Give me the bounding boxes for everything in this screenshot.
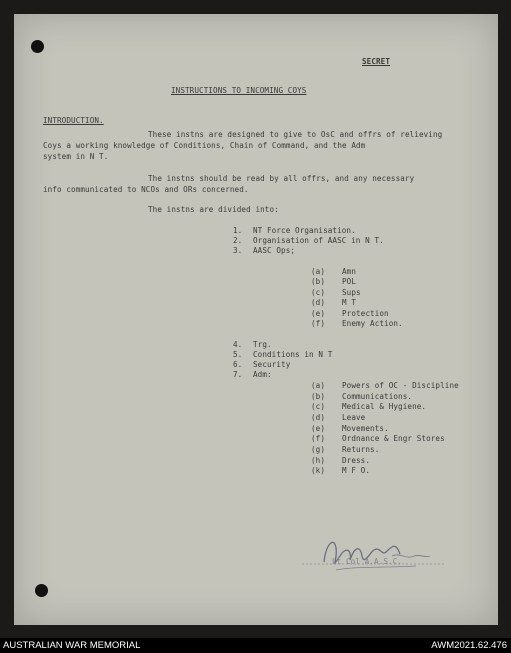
list-number: 1. [233, 226, 243, 235]
footer-source: AUSTRALIAN WAR MEMORIAL [3, 640, 141, 651]
sub-item-marker: (c) [311, 288, 326, 297]
sub-item-marker: (g) [311, 445, 326, 454]
sub-item: Leave [342, 413, 366, 422]
sub-item: Medical & Hygiene. [342, 402, 427, 411]
sub-item-marker: (d) [311, 413, 326, 422]
paragraph-line: system in N T. [43, 152, 109, 161]
sub-item: POL [342, 277, 357, 286]
sub-item: M F O. [342, 466, 371, 475]
list-number: 4. [233, 340, 243, 349]
sub-item: Returns. [342, 445, 380, 454]
footer-bar [0, 638, 511, 653]
list-item: Adm: [253, 370, 272, 379]
sub-item: Enemy Action. [342, 319, 403, 328]
sub-item-marker: (a) [311, 267, 326, 276]
section-heading: INTRODUCTION. [43, 116, 104, 125]
sub-item: M T [342, 298, 357, 307]
sub-item-marker: (b) [311, 277, 326, 286]
paragraph-line: The instns are divided into: [148, 205, 279, 214]
signature-block: Lt Col A.A.S.C. [332, 557, 403, 566]
sub-item: Movements. [342, 424, 389, 433]
sub-item: Protection [342, 309, 389, 318]
sub-item-marker: (h) [311, 456, 326, 465]
list-number: 7. [233, 370, 243, 379]
sub-item-marker: (a) [311, 381, 326, 390]
punch-hole-top [31, 40, 44, 53]
sub-item-marker: (d) [311, 298, 326, 307]
list-number: 2. [233, 236, 243, 245]
sub-item-marker: (e) [311, 424, 326, 433]
sub-item: Ordnance & Engr Stores [342, 434, 445, 443]
sub-item: Powers of OC - Discipline [342, 381, 459, 390]
sub-item-marker: (e) [311, 309, 326, 318]
document-title: INSTRUCTIONS TO INCOMING COYS [171, 86, 307, 95]
list-item: Conditions in N T [253, 350, 333, 359]
handwritten-signature [296, 526, 456, 586]
classification-label: SECRET [362, 57, 391, 66]
list-number: 3. [233, 246, 243, 255]
list-item: Organisation of AASC in N T. [253, 236, 384, 245]
document-page [14, 14, 498, 625]
list-number: 5. [233, 350, 243, 359]
footer-accession-number: AWM2021.62.476 [431, 640, 507, 651]
sub-item: Communications. [342, 392, 413, 401]
list-item: Security [253, 360, 291, 369]
paragraph-line: Coys a working knowledge of Conditions, Chain of Command, and the Adm [43, 141, 366, 150]
list-item: NT Force Organisation. [253, 226, 356, 235]
list-item: Trg. [253, 340, 272, 349]
paragraph-line: The instns should be read by all offrs, and any necessary [148, 174, 415, 183]
sub-item: Amn [342, 267, 357, 276]
sub-item-marker: (f) [311, 319, 326, 328]
paragraph-line: info communicated to NCOs and ORs concerned. [43, 185, 249, 194]
list-number: 6. [233, 360, 243, 369]
list-item: AASC Ops; [253, 246, 296, 255]
sub-item-marker: (b) [311, 392, 326, 401]
punch-hole-bottom [35, 584, 48, 597]
paragraph-line: These instns are designed to give to OsC and offrs of relieving [148, 130, 443, 139]
sub-item-marker: (f) [311, 434, 326, 443]
sub-item-marker: (k) [311, 466, 326, 475]
sub-item-marker: (c) [311, 402, 326, 411]
sub-item: Dress. [342, 456, 371, 465]
sub-item: Sups [342, 288, 361, 297]
